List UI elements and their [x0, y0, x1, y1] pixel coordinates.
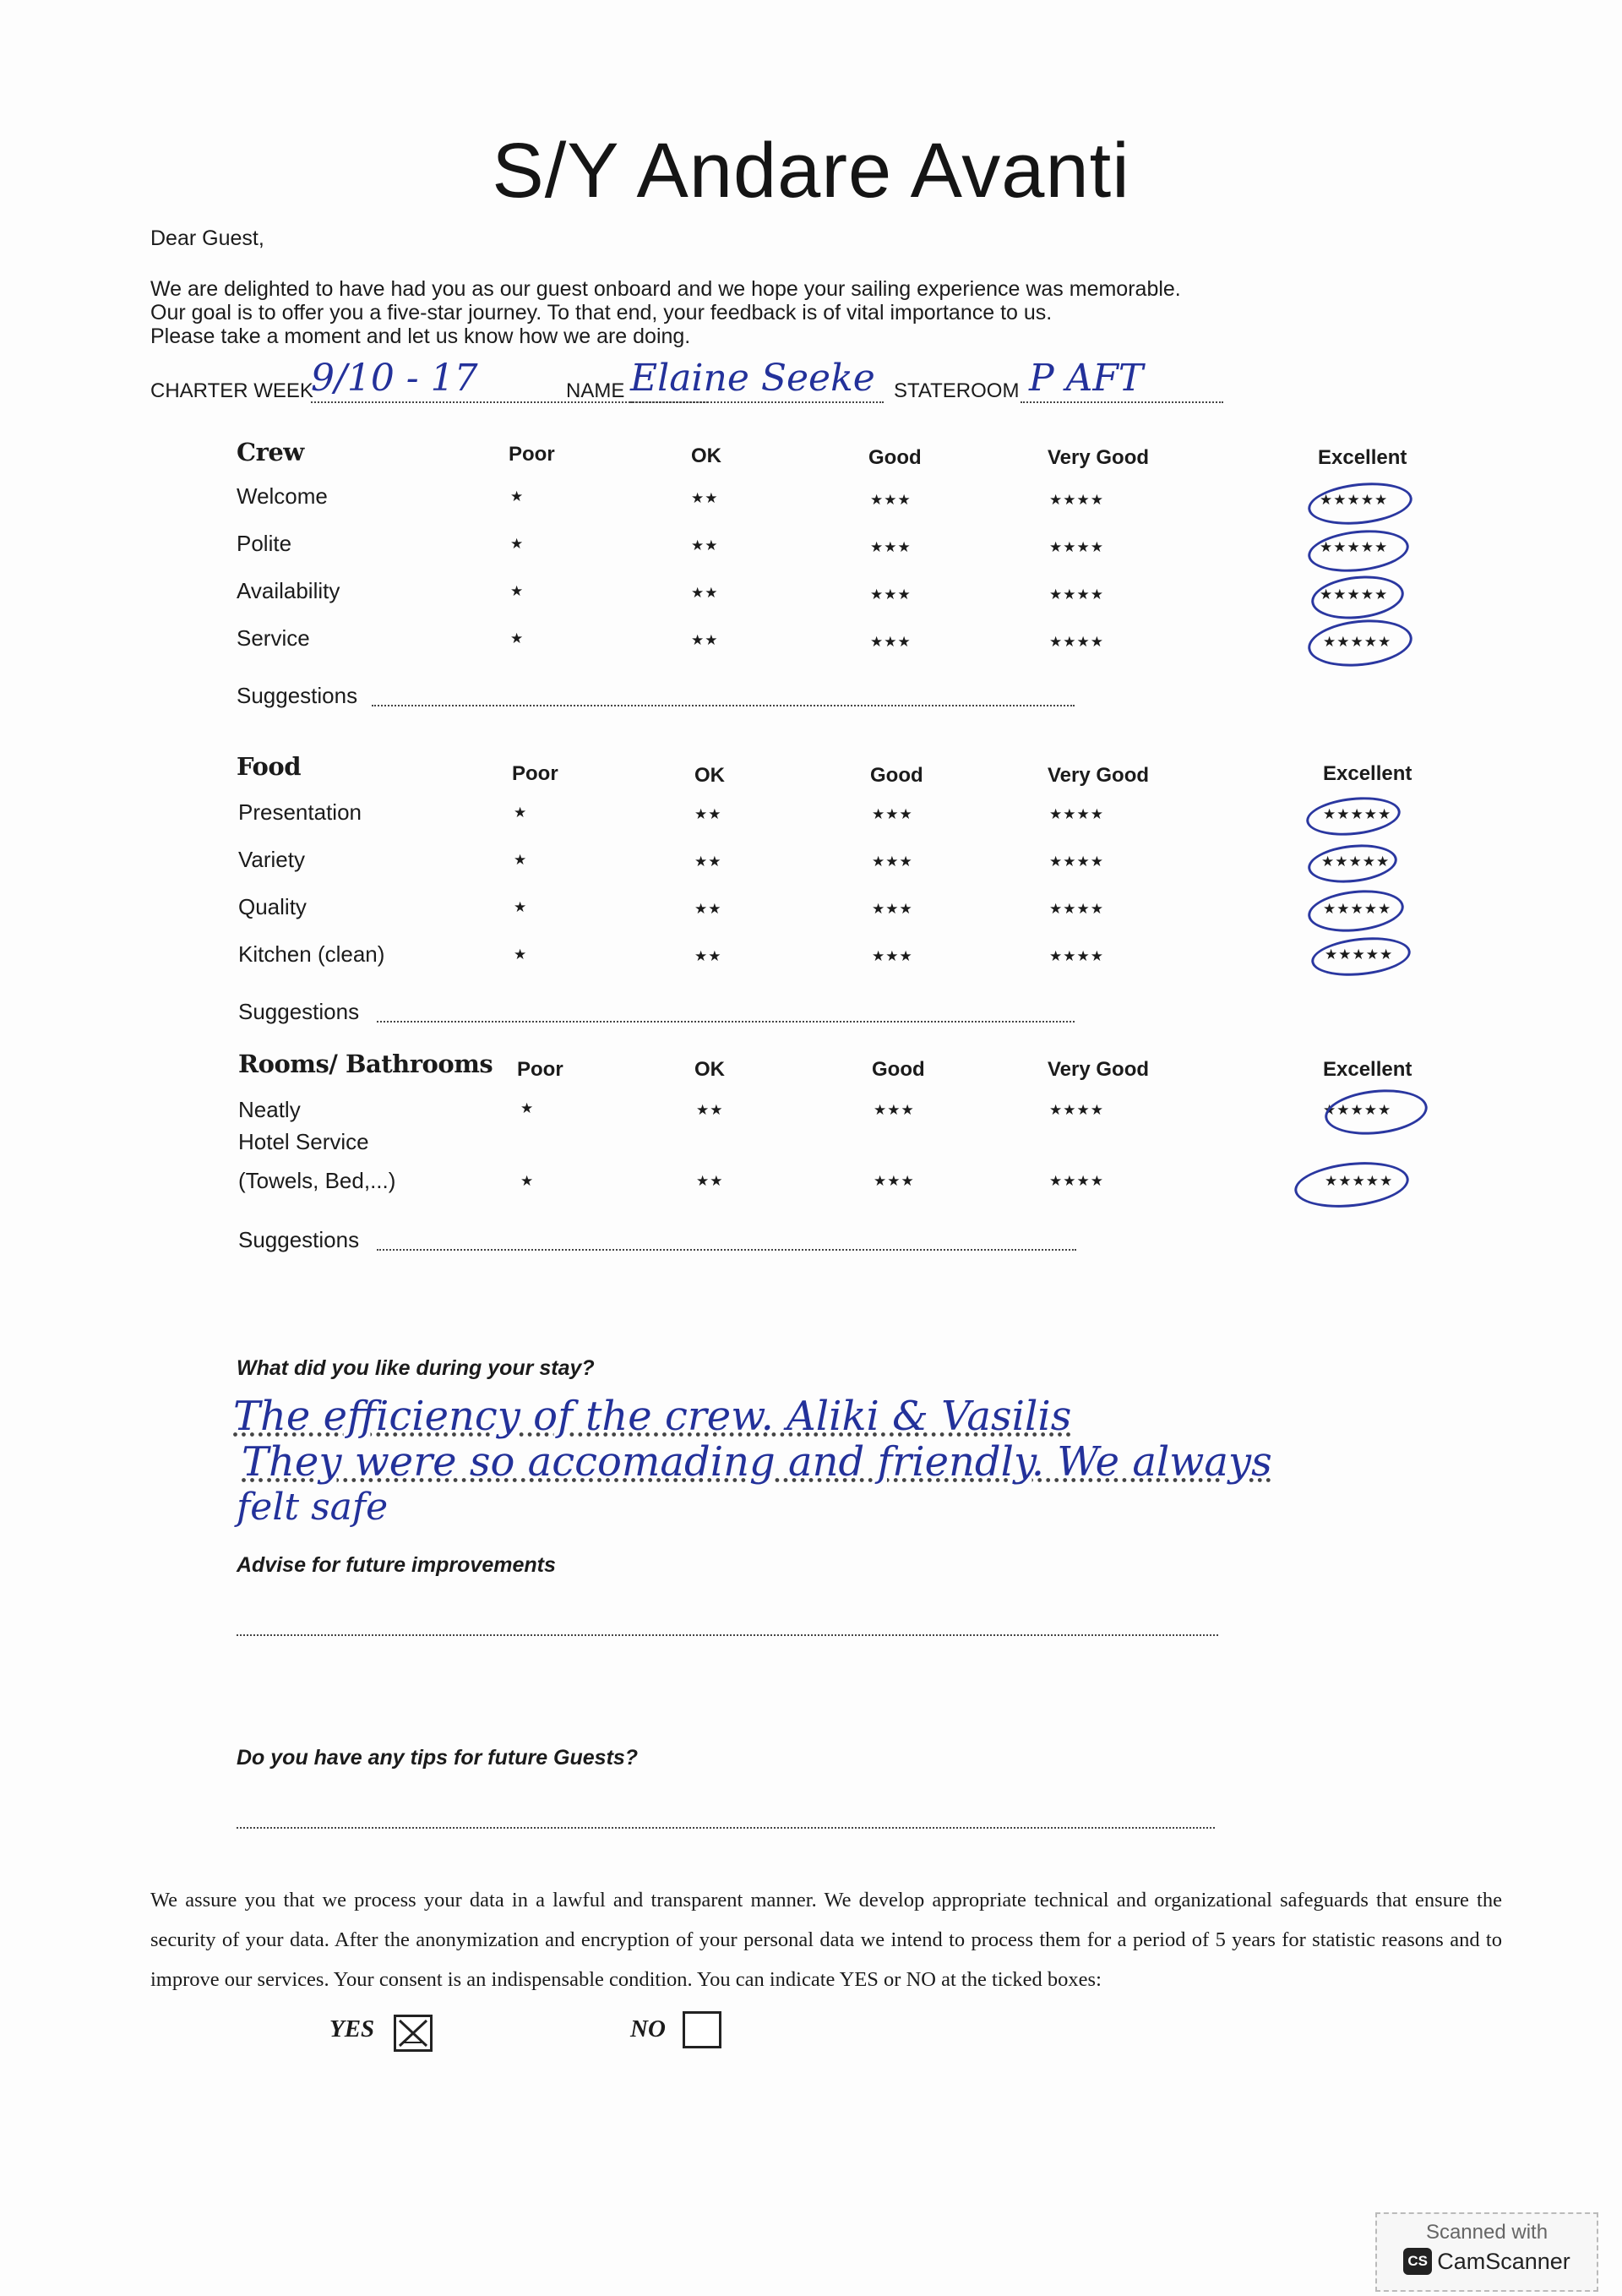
- rating-1-star[interactable]: ★: [510, 488, 525, 504]
- rooms-header-ok: OK: [694, 1058, 725, 1081]
- crew-section-title: Crew: [237, 438, 304, 466]
- selection-circle: [1306, 841, 1399, 887]
- rating-1-star[interactable]: ★: [510, 630, 525, 646]
- tips-question-label: Do you have any tips for future Guests?: [237, 1746, 639, 1770]
- food-suggestions-field[interactable]: [377, 1021, 1075, 1023]
- food-header-excellent: Excellent: [1323, 762, 1412, 785]
- liked-answer-line-3[interactable]: felt safe: [237, 1486, 389, 1529]
- food-header-ok: OK: [694, 764, 725, 787]
- rating-4-star[interactable]: ★★★★: [1049, 492, 1104, 508]
- rating-1-star[interactable]: ★: [514, 852, 528, 868]
- food-header-good: Good: [870, 764, 923, 787]
- page-title: S/Y Andare Avanti: [492, 128, 1130, 214]
- food-header-very-good: Very Good: [1048, 764, 1150, 787]
- privacy-notice: We assure you that we process your data in a lawful and transparent manner. We develop appropriate technical and organizational safeguards that ensure the security of your data. After the anonymization and encryption of your personal data we intend to process them for a period of 5 years for statistic reasons and to improve our services. Your consent is an indispensable condition. You can indicate YES or NO at the ticked boxes:: [150, 1889, 1502, 1991]
- rating-1-star[interactable]: ★: [520, 1173, 535, 1189]
- crew-row-service-label: Service: [237, 625, 310, 651]
- rating-1-star[interactable]: ★: [514, 946, 528, 963]
- consent-yes-label: YES: [329, 2015, 375, 2042]
- rating-4-star[interactable]: ★★★★: [1049, 1102, 1104, 1118]
- rating-5-star-selected[interactable]: ★★★★★: [1320, 492, 1389, 508]
- liked-answer-line-1[interactable]: The efficiency of the crew. Aliki & Vasilis: [233, 1393, 1072, 1440]
- rating-2-star[interactable]: ★★: [696, 1102, 724, 1118]
- rating-3-star[interactable]: ★★★: [870, 634, 912, 650]
- food-section-title: Food: [237, 752, 301, 781]
- food-row-presentation-label: Presentation: [238, 799, 362, 825]
- rating-5-star-selected[interactable]: ★★★★★: [1323, 901, 1392, 917]
- rating-4-star[interactable]: ★★★★: [1049, 948, 1104, 964]
- intro-line-2: Our goal is to offer you a five-star journey. To that end, your feedback is of vital importance to us.: [150, 301, 1053, 324]
- rooms-header-good: Good: [872, 1058, 925, 1081]
- selection-circle: [1304, 793, 1402, 839]
- rating-4-star[interactable]: ★★★★: [1049, 901, 1104, 917]
- greeting: Dear Guest,: [150, 226, 264, 250]
- rating-1-star[interactable]: ★: [514, 899, 528, 915]
- crew-header-good: Good: [868, 446, 922, 469]
- crew-suggestions-field[interactable]: [372, 705, 1075, 706]
- rating-2-star[interactable]: ★★: [696, 1173, 724, 1189]
- crew-header-excellent: Excellent: [1318, 446, 1407, 469]
- food-row-kitchen-label: Kitchen (clean): [238, 941, 385, 967]
- food-header-poor: Poor: [512, 762, 558, 785]
- consent-no-label: NO: [630, 2015, 666, 2042]
- watermark-line-2: CS CamScanner: [1377, 2248, 1597, 2275]
- rating-2-star[interactable]: ★★: [694, 806, 722, 822]
- name-label: NAME: [566, 379, 625, 402]
- crew-row-polite-label: Polite: [237, 531, 292, 556]
- rating-1-star[interactable]: ★: [510, 536, 525, 552]
- selection-circle: [1306, 615, 1415, 672]
- rooms-row-neatly-label: Neatly: [238, 1097, 301, 1122]
- rating-5-star-selected[interactable]: ★★★★★: [1321, 854, 1391, 870]
- crew-header-ok: OK: [691, 444, 721, 467]
- rating-5-star-selected[interactable]: ★★★★★: [1323, 806, 1392, 822]
- crew-row-availability-label: Availability: [237, 578, 340, 603]
- intro-line-3: Please take a moment and let us know how we are doing.: [150, 324, 691, 348]
- rating-1-star[interactable]: ★: [510, 583, 525, 599]
- advise-answer-field[interactable]: [237, 1634, 1218, 1636]
- rating-5-star-selected[interactable]: ★★★★★: [1320, 586, 1389, 603]
- rating-5-star-selected[interactable]: ★★★★★: [1325, 1173, 1394, 1189]
- rating-2-star[interactable]: ★★: [691, 585, 719, 601]
- name-dots: [630, 401, 884, 403]
- rooms-header-poor: Poor: [517, 1058, 563, 1081]
- rating-2-star[interactable]: ★★: [694, 901, 722, 917]
- charter-week-label: CHARTER WEEK: [150, 379, 313, 402]
- stateroom-field[interactable]: P AFT: [1029, 357, 1144, 400]
- rating-3-star[interactable]: ★★★: [872, 948, 913, 964]
- rooms-row-hotel-service-sublabel: (Towels, Bed,...): [238, 1168, 396, 1193]
- rating-4-star[interactable]: ★★★★: [1049, 539, 1104, 555]
- liked-answer-line-2[interactable]: They were so accomading and friendly. We always: [242, 1438, 1272, 1486]
- rating-4-star[interactable]: ★★★★: [1049, 634, 1104, 650]
- rating-2-star[interactable]: ★★: [691, 490, 719, 506]
- rating-4-star[interactable]: ★★★★: [1049, 586, 1104, 603]
- rating-1-star[interactable]: ★: [514, 804, 528, 821]
- selection-circle: [1293, 1157, 1412, 1213]
- watermark-line-1: Scanned with: [1425, 2221, 1549, 2244]
- rating-4-star[interactable]: ★★★★: [1049, 1173, 1104, 1189]
- rating-4-star[interactable]: ★★★★: [1049, 854, 1104, 870]
- rooms-suggestions-field[interactable]: [377, 1249, 1076, 1251]
- rating-5-star-selected[interactable]: ★★★★★: [1320, 539, 1389, 555]
- rating-5-star-selected[interactable]: ★★★★★: [1325, 946, 1394, 963]
- rating-5-star-selected[interactable]: ★★★★★: [1323, 634, 1392, 650]
- rating-3-star[interactable]: ★★★: [872, 806, 913, 822]
- rating-4-star[interactable]: ★★★★: [1049, 806, 1104, 822]
- selection-circle: [1309, 571, 1407, 623]
- rating-3-star[interactable]: ★★★: [870, 586, 912, 603]
- rating-2-star[interactable]: ★★: [694, 948, 722, 964]
- intro-line-1: We are delighted to have had you as our guest onboard and we hope your sailing experience was memorable.: [150, 277, 1181, 301]
- tips-answer-field[interactable]: [237, 1827, 1215, 1829]
- rating-2-star[interactable]: ★★: [691, 632, 719, 648]
- rating-3-star[interactable]: ★★★: [874, 1173, 915, 1189]
- liked-question-label: What did you like during your stay?: [237, 1356, 595, 1380]
- camscanner-logo-icon: CS: [1403, 2248, 1432, 2275]
- crew-row-welcome-label: Welcome: [237, 483, 328, 509]
- selection-circle: [1306, 478, 1414, 530]
- food-row-variety-label: Variety: [238, 847, 305, 872]
- food-suggestions-label: Suggestions: [238, 999, 360, 1024]
- rooms-row-hotel-service-label: Hotel Service: [238, 1129, 369, 1154]
- rooms-header-excellent: Excellent: [1323, 1058, 1412, 1081]
- name-field[interactable]: Elaine Seeke: [630, 357, 875, 400]
- rating-1-star[interactable]: ★: [520, 1100, 535, 1116]
- check-x-icon: [396, 2017, 430, 2049]
- rating-3-star[interactable]: ★★★: [870, 492, 912, 508]
- crew-header-poor: Poor: [509, 443, 555, 466]
- rooms-suggestions-label: Suggestions: [238, 1227, 360, 1252]
- charter-week-field[interactable]: 9/10 - 17: [311, 357, 478, 400]
- rating-3-star[interactable]: ★★★: [870, 539, 912, 555]
- camscanner-watermark: [1375, 2212, 1598, 2292]
- selection-circle: [1323, 1085, 1430, 1139]
- rating-3-star[interactable]: ★★★: [872, 901, 913, 917]
- rooms-header-very-good: Very Good: [1048, 1058, 1150, 1081]
- stateroom-dots: [1021, 401, 1223, 403]
- crew-suggestions-label: Suggestions: [237, 683, 358, 708]
- charter-info-line: [150, 359, 1249, 410]
- rating-3-star[interactable]: ★★★: [872, 854, 913, 870]
- rating-2-star[interactable]: ★★: [694, 854, 722, 870]
- rating-3-star[interactable]: ★★★: [874, 1102, 915, 1118]
- selection-circle: [1306, 526, 1411, 576]
- consent-yes-checkbox[interactable]: [394, 2015, 433, 2052]
- crew-header-very-good: Very Good: [1048, 446, 1150, 469]
- rating-2-star[interactable]: ★★: [691, 537, 719, 554]
- selection-circle: [1309, 933, 1412, 980]
- food-row-quality-label: Quality: [238, 894, 307, 919]
- stateroom-label: STATEROOM: [894, 379, 1020, 402]
- advise-question-label: Advise for future improvements: [237, 1553, 556, 1577]
- selection-circle: [1306, 886, 1406, 936]
- rooms-section-title: Rooms/ Bathrooms: [238, 1050, 493, 1078]
- rating-5-star-selected[interactable]: ★★★★★: [1323, 1102, 1392, 1118]
- consent-no-checkbox[interactable]: [683, 2011, 721, 2048]
